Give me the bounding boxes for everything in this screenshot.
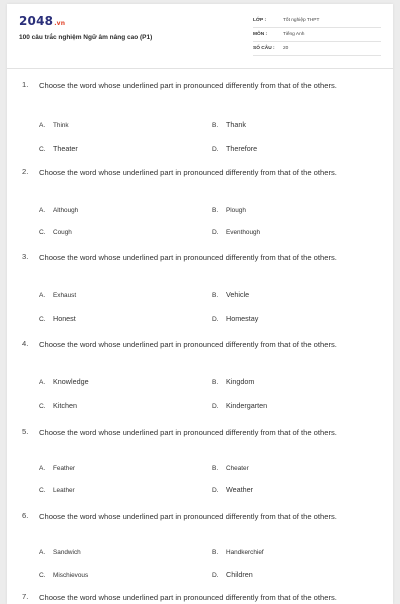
meta-divider	[253, 41, 381, 42]
option-d[interactable]	[212, 570, 253, 579]
option-word: Knowledge	[53, 377, 89, 386]
option-word: Kingdom	[226, 377, 255, 386]
option-letter: D.	[212, 403, 219, 410]
option-letter: A.	[39, 379, 46, 386]
option-word: Exhaust	[53, 292, 77, 299]
option-d[interactable]	[212, 401, 267, 410]
option-letter: B.	[212, 549, 219, 556]
option-letter: A.	[39, 465, 46, 472]
question-number: 7.	[22, 592, 29, 601]
option-b[interactable]	[212, 377, 254, 386]
meta-subject-value: Tiếng Anh	[283, 32, 305, 37]
option-word: Therefore	[226, 144, 258, 153]
meta-subject-label: MÔN :	[253, 32, 268, 37]
option-d[interactable]	[212, 227, 260, 236]
header-divider	[7, 68, 393, 69]
option-d[interactable]	[212, 485, 253, 494]
brand-suffix: .vn	[54, 20, 66, 27]
option-word: Vehicle	[226, 290, 250, 299]
worksheet-title: 100 câu trắc nghiệm Ngữ âm nâng cao (P1)	[19, 34, 153, 41]
option-a[interactable]	[39, 290, 76, 299]
worksheet-header	[7, 4, 393, 68]
option-letter: B.	[212, 465, 219, 472]
meta-divider	[253, 55, 381, 56]
question-number: 5.	[22, 427, 29, 436]
option-letter: C.	[39, 487, 46, 494]
option-word: Eventhough	[226, 229, 261, 236]
option-letter: B.	[212, 379, 219, 386]
question-text: Choose the word whose underlined part in pronounced differently from that of the others.	[39, 168, 337, 177]
option-word: Sandwich	[53, 549, 81, 556]
option-word: Handkerchief	[226, 549, 264, 556]
question-text: Choose the word whose underlined part in pronounced differently from that of the others.	[39, 253, 337, 262]
option-word: Plough	[226, 207, 246, 214]
option-word: Kindergarten	[226, 401, 268, 410]
question-number: 6.	[22, 511, 29, 520]
question-text: Choose the word whose underlined part in pronounced differently from that of the others.	[39, 593, 337, 602]
option-c[interactable]	[39, 570, 88, 579]
option-word: Homestay	[226, 314, 259, 323]
brand-name: 2048	[19, 14, 54, 28]
option-c[interactable]	[39, 401, 77, 410]
option-b[interactable]	[212, 120, 246, 129]
option-c[interactable]	[39, 314, 76, 323]
option-c[interactable]	[39, 144, 78, 153]
option-b[interactable]	[212, 463, 249, 472]
worksheet-page	[7, 4, 393, 604]
option-letter: D.	[212, 487, 219, 494]
meta-divider	[253, 27, 381, 28]
option-letter: A.	[39, 549, 46, 556]
option-letter: C.	[39, 572, 46, 579]
option-a[interactable]	[39, 377, 89, 386]
meta-class-value: Tốt nghiệp THPT	[283, 18, 320, 23]
option-letter: B.	[212, 292, 219, 299]
option-word: Thank	[226, 120, 246, 129]
option-a[interactable]	[39, 463, 75, 472]
option-letter: D.	[212, 572, 219, 579]
option-b[interactable]	[212, 547, 264, 556]
option-a[interactable]	[39, 547, 81, 556]
option-word: Children	[226, 570, 253, 579]
brand-logo[interactable]	[19, 14, 65, 28]
meta-count-label: SỐ CÂU :	[253, 46, 275, 51]
option-word: Kitchen	[53, 401, 77, 410]
option-word: Leather	[53, 487, 75, 494]
option-a[interactable]	[39, 205, 78, 214]
question-text: Choose the word whose underlined part in pronounced differently from that of the others.	[39, 340, 337, 349]
option-word: Cheater	[226, 465, 249, 472]
option-word: Honest	[53, 314, 76, 323]
question-number: 2.	[22, 167, 29, 176]
option-d[interactable]	[212, 144, 257, 153]
option-d[interactable]	[212, 314, 258, 323]
option-a[interactable]	[39, 120, 69, 129]
option-letter: C.	[39, 403, 46, 410]
option-letter: A.	[39, 207, 46, 214]
question-text: Choose the word whose underlined part in pronounced differently from that of the others.	[39, 512, 337, 521]
option-letter: A.	[39, 292, 46, 299]
option-letter: C.	[39, 316, 46, 323]
option-letter: D.	[212, 316, 219, 323]
question-text: Choose the word whose underlined part in pronounced differently from that of the others.	[39, 81, 337, 90]
option-b[interactable]	[212, 205, 246, 214]
question-number: 1.	[22, 80, 29, 89]
option-c[interactable]	[39, 227, 72, 236]
option-word: Think	[53, 122, 69, 129]
option-c[interactable]	[39, 485, 75, 494]
option-b[interactable]	[212, 290, 249, 299]
meta-class-label: LỚP :	[253, 18, 267, 23]
option-letter: C.	[39, 146, 46, 153]
option-word: Weather	[226, 485, 254, 494]
question-text: Choose the word whose underlined part in pronounced differently from that of the others.	[39, 428, 337, 437]
option-word: Theater	[53, 144, 78, 153]
option-word: Cough	[53, 229, 72, 236]
question-number: 4.	[22, 339, 29, 348]
option-letter: B.	[212, 122, 219, 129]
option-letter: D.	[212, 229, 219, 236]
option-word: Mischievous	[53, 572, 89, 579]
option-letter: C.	[39, 229, 46, 236]
option-word: Feather	[53, 465, 76, 472]
meta-count-value: 20	[283, 46, 289, 51]
option-word: Although	[53, 207, 79, 214]
option-letter: B.	[212, 207, 219, 214]
question-number: 3.	[22, 252, 29, 261]
option-letter: D.	[212, 146, 219, 153]
option-letter: A.	[39, 122, 46, 129]
